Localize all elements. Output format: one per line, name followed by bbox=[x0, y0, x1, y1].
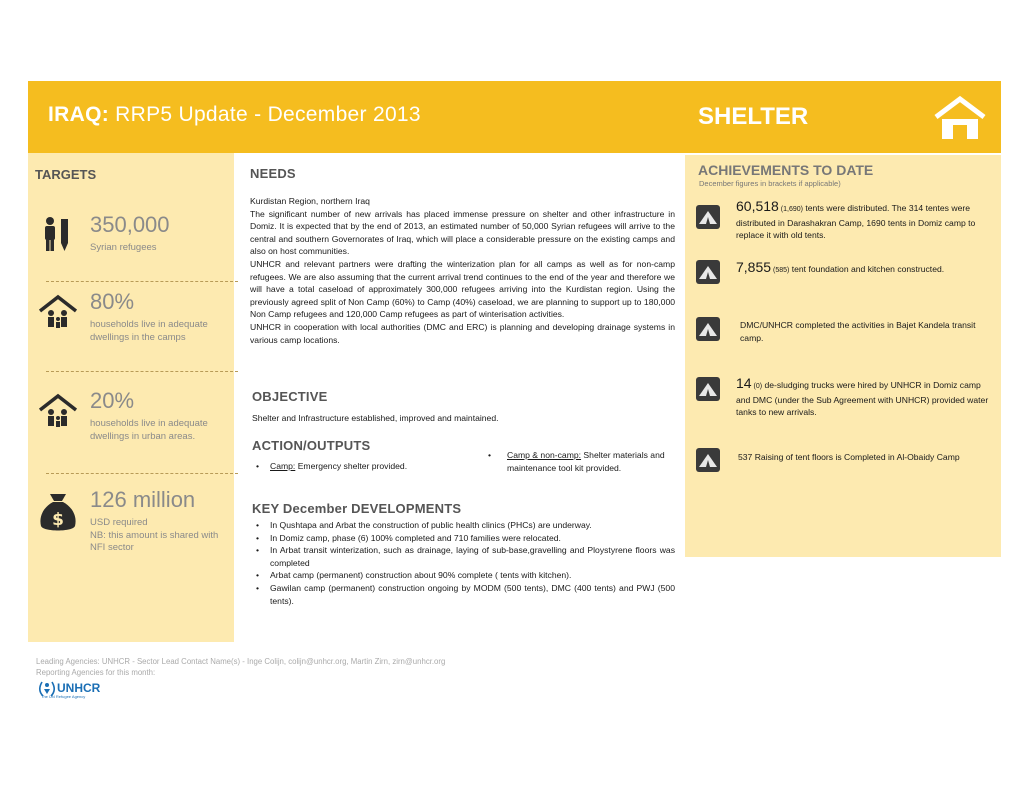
header-banner bbox=[28, 81, 1001, 153]
target-desc: households live in adequate dwellings in the camps bbox=[90, 319, 208, 343]
divider bbox=[46, 473, 238, 474]
action-label: Camp: bbox=[270, 461, 296, 471]
house-family-icon bbox=[38, 293, 78, 333]
bullet: • bbox=[256, 461, 260, 471]
needs-paragraph: Kurdistan Region, northern Iraq bbox=[250, 196, 370, 206]
achievement-text bbox=[736, 261, 996, 278]
target-value: 350,000 bbox=[90, 212, 170, 237]
sector-title: SHELTER bbox=[698, 103, 809, 130]
achievement-bracket: (0) bbox=[751, 383, 763, 390]
achievement-desc: de-sludging trucks were hired by UNHCR in Domiz camp and DMC (under the Sub Agreement with UNHCR) provided water tanks to new arrivals. bbox=[736, 380, 989, 418]
people-pen-icon bbox=[38, 215, 78, 255]
house-icon bbox=[933, 95, 987, 141]
achievement-value: 14 bbox=[736, 375, 752, 391]
target-value: 20% bbox=[90, 388, 135, 413]
tent-icon bbox=[696, 260, 720, 284]
target-value: 80% bbox=[90, 289, 135, 314]
targets-heading: TARGETS bbox=[35, 167, 97, 182]
developments-list bbox=[250, 519, 675, 607]
achievement-text: DMC/UNHCR completed the activities in Bajet Kandela transit camp. bbox=[740, 320, 976, 343]
developments-heading: KEY December DEVELOPMENTS bbox=[252, 501, 462, 516]
needs-paragraph: UNHCR and relevant partners were drafting the winterization plan for all camps as well as for non-camp refugees. We are also assuming that the current arrival trend continues to the end of the year and therefore we will have a total caseload of approximately 300,000 refugees arriving into the Kurdistan region. Using the previously agreed split of Non Camp (60%) to Camp (40%) caseload, we are planning to support up to 180,000 Non Camp refugees and 120,000 Camp refugees as part of winterisation activities. bbox=[250, 258, 675, 320]
tent-icon bbox=[696, 377, 720, 401]
unhcr-logo-sub: The UN Refugee Agency bbox=[41, 694, 86, 699]
bullet: • bbox=[488, 450, 492, 460]
target-desc: USD required NB: this amount is shared with NFI sector bbox=[90, 517, 219, 553]
action-text: Shelter materials and maintenance tool kit provided. bbox=[507, 450, 665, 473]
achievement-text: 537 Raising of tent floors is Completed in Al-Obaidy Camp bbox=[738, 452, 960, 462]
title-text: RRP5 Update - December 2013 bbox=[109, 103, 421, 126]
unhcr-logo-text: UNHCR bbox=[57, 681, 101, 695]
achievement-value: 60,518 bbox=[736, 198, 779, 214]
action-label: Camp & non-camp: bbox=[507, 450, 582, 460]
list-item: • In Arbat transit winterization, such as drainage, laying of sub-base,gravelling and Ploystyrene floors was completed bbox=[250, 544, 675, 569]
needs-paragraph: The significant number of new arrivals has placed immense pressure on shelter and other infrastructure in Domiz. It is expected that by the end of 2013, an estimated number of 50,000 Syrian refugees will arrive to the central and southern Governorates of Iraq, which will place a considerable pressure on the existing camps and also on host communities. bbox=[250, 208, 675, 257]
action-text: Emergency shelter provided. bbox=[295, 461, 408, 471]
divider bbox=[46, 371, 238, 372]
targets-panel bbox=[28, 153, 234, 642]
divider bbox=[46, 281, 238, 282]
country-label: IRAQ: bbox=[48, 103, 109, 126]
achievements-subheading: December figures in brackets if applicable) bbox=[699, 179, 841, 188]
target-value: 126 million bbox=[90, 487, 196, 512]
action-item bbox=[256, 460, 466, 473]
objective-text: Shelter and Infrastructure established, improved and maintained. bbox=[252, 413, 499, 423]
needs-paragraph: UNHCR in cooperation with local authorities (DMC and ERC) is planning and developing drainage systems in various camp locations. bbox=[250, 321, 675, 345]
achievement-desc: tent foundation and kitchen constructed. bbox=[789, 264, 945, 274]
footer bbox=[36, 656, 445, 678]
money-bag-icon bbox=[38, 492, 78, 534]
actions-heading: ACTION/OUTPUTS bbox=[252, 438, 371, 453]
footer-contacts: Leading Agencies: UNHCR - Sector Lead Contact Name(s) - Inge Colijn, colijn@unhcr.org, Martin Zirn, zirn@unhcr.org bbox=[36, 657, 446, 666]
tent-icon bbox=[696, 317, 720, 341]
svg-text:$: $ bbox=[52, 510, 64, 530]
target-desc: Syrian refugees bbox=[90, 242, 157, 253]
achievements-heading: ACHIEVEMENTS TO DATE bbox=[698, 162, 874, 178]
house-family-icon bbox=[38, 392, 78, 432]
list-item: • In Domiz camp, phase (6) 100% completed and 710 families were relocated. bbox=[250, 532, 675, 545]
report-title bbox=[48, 103, 421, 127]
tent-icon bbox=[696, 205, 720, 229]
action-item bbox=[488, 449, 674, 474]
achievement-bracket: (585) bbox=[771, 267, 790, 274]
unhcr-logo bbox=[38, 679, 108, 704]
list-item: • Arbat camp (permanent) construction about 90% complete ( tents with kitchen). bbox=[250, 569, 675, 582]
achievements-panel bbox=[685, 155, 1001, 557]
achievement-value: 7,855 bbox=[736, 259, 772, 275]
achievement-text bbox=[736, 200, 996, 242]
list-item: • In Qushtapa and Arbat the construction of public health clinics (PHCs) are underway. bbox=[250, 519, 675, 532]
target-desc: households live in adequate dwellings in urban areas. bbox=[90, 418, 208, 442]
tent-icon bbox=[696, 448, 720, 472]
objective-heading: OBJECTIVE bbox=[252, 389, 328, 404]
list-item: • Gawilan camp (permanent) construction ongoing by MODM (500 tents), DMC (400 tents) and PWJ (500 tents). bbox=[250, 582, 675, 607]
needs-text bbox=[250, 195, 675, 346]
achievement-bracket: (1,690) bbox=[778, 206, 803, 213]
achievement-text bbox=[736, 377, 996, 419]
footer-reporting: Reporting Agencies for this month: bbox=[36, 668, 156, 677]
needs-heading: NEEDS bbox=[250, 166, 296, 181]
achievement-desc: tents were distributed. The 314 tentes were distributed in Darashakran Camp, 1690 tents in Domiz camp to replace it with old tents. bbox=[736, 203, 976, 241]
